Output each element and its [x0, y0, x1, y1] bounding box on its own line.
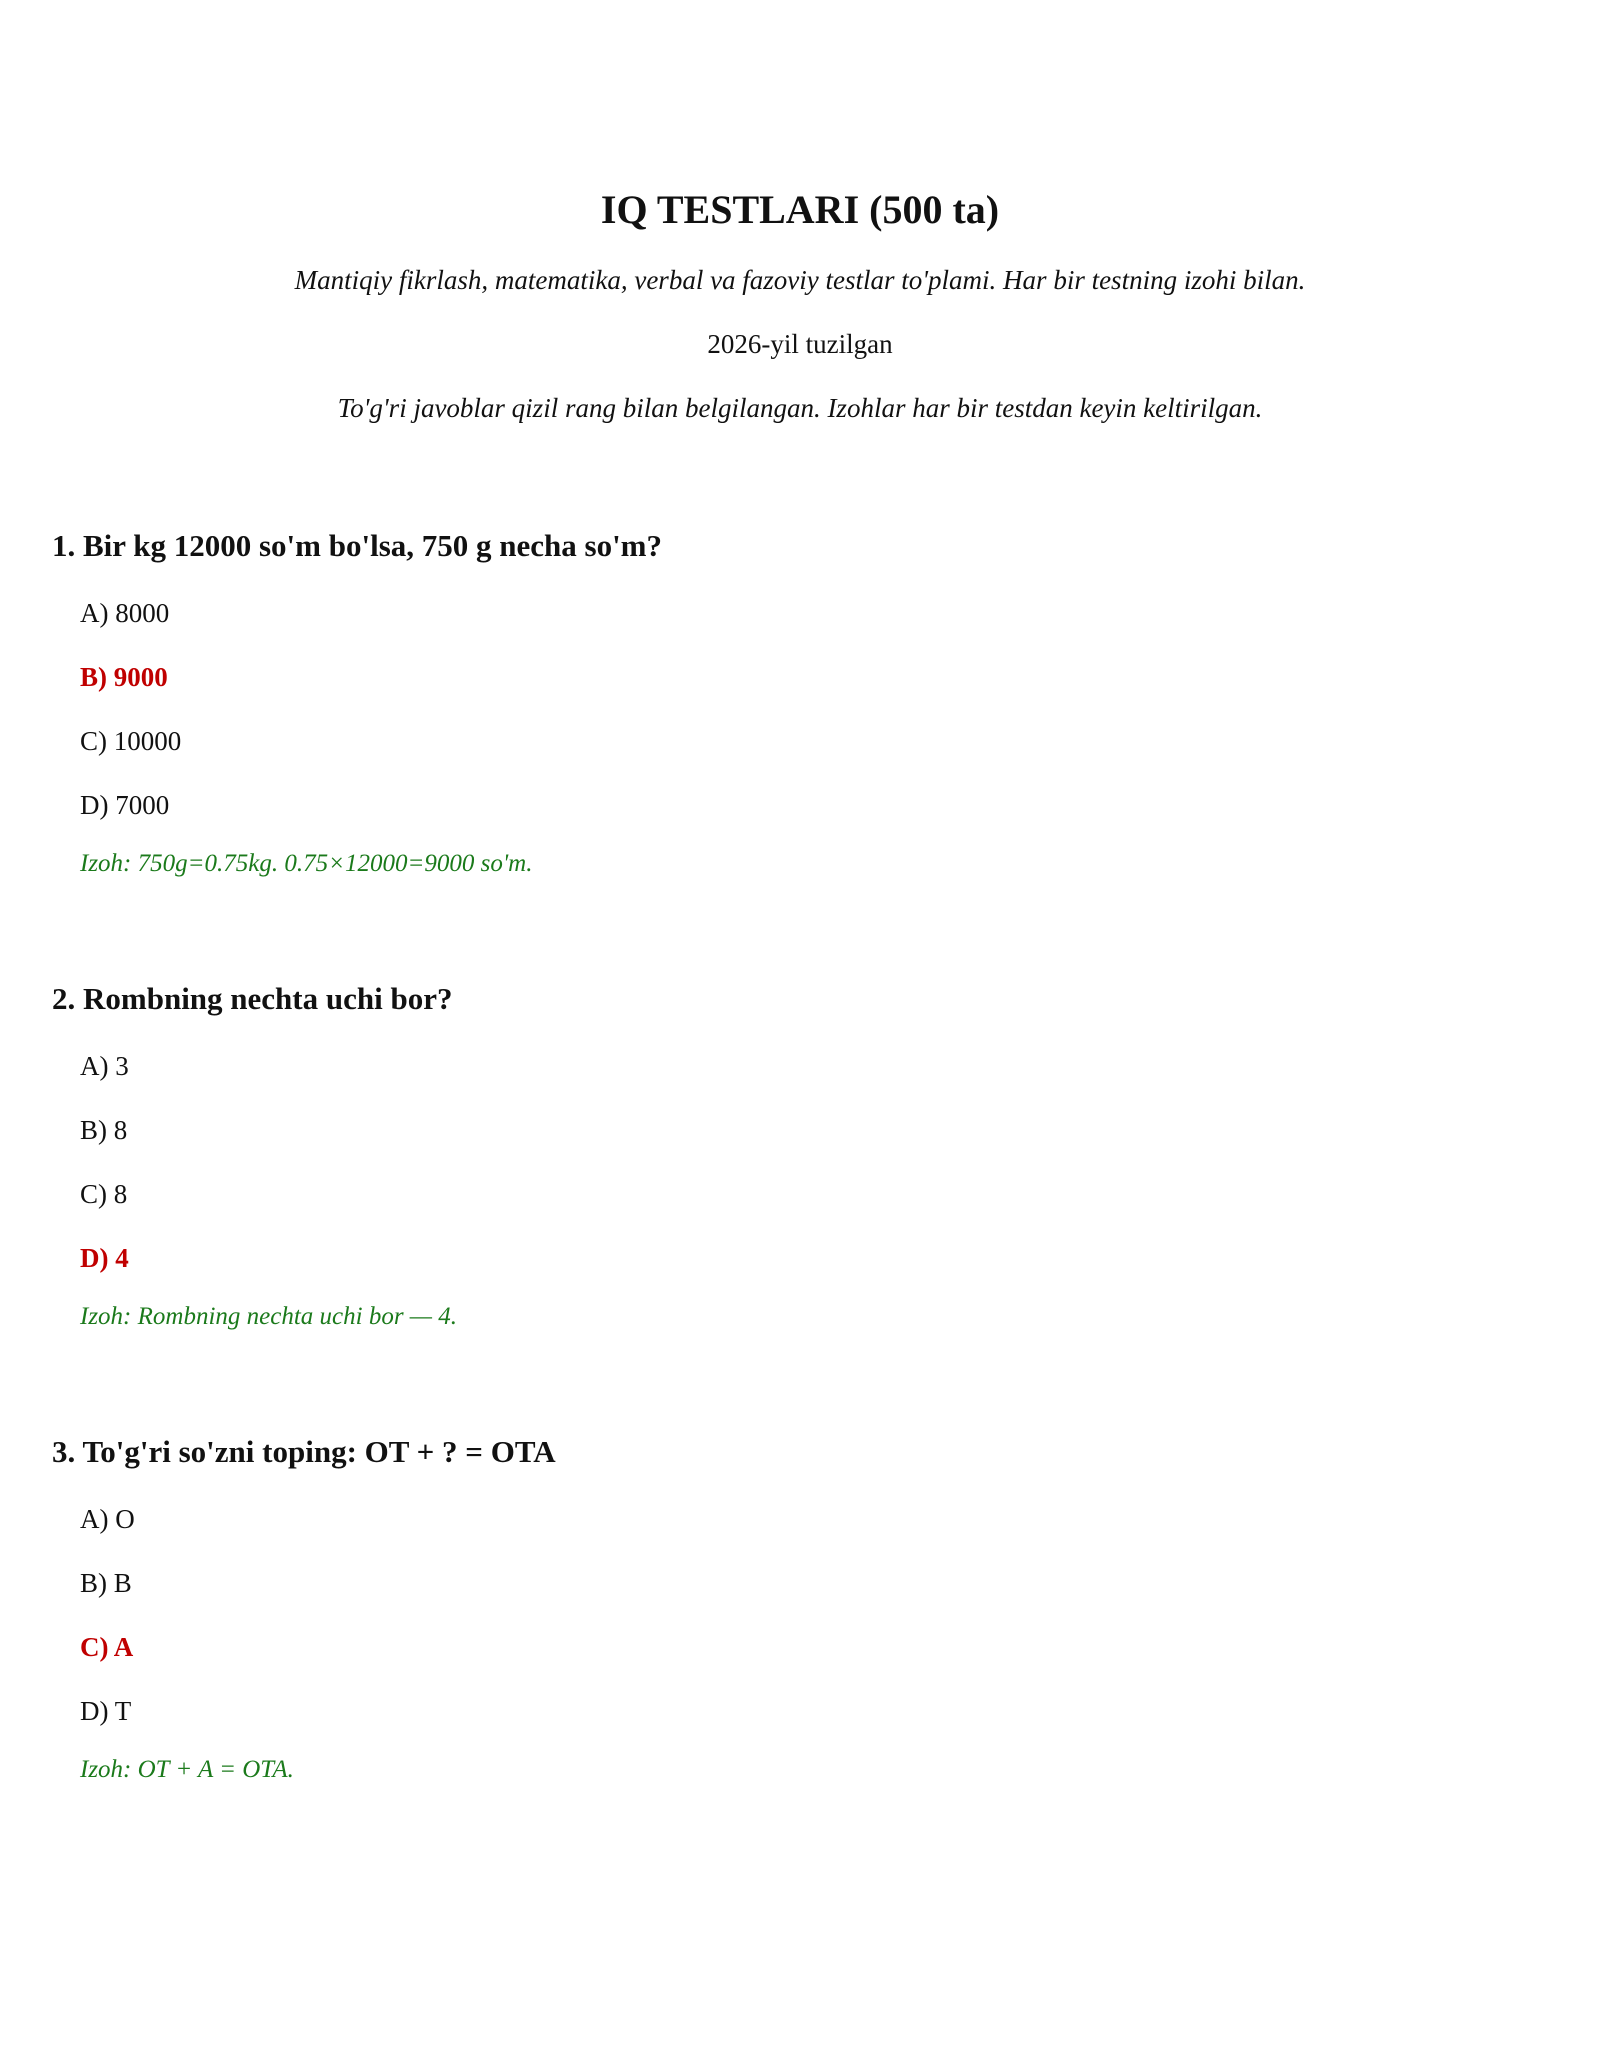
- document-note: To'g'ri javoblar qizil rang bilan belgilangan. Izohlar har bir testdan keyin keltirilgan.: [337, 393, 1263, 423]
- question-2: [52, 979, 1552, 1432]
- answer-options: [52, 1049, 1552, 1275]
- document-date: 2026-yil tuzilgan: [707, 329, 893, 359]
- question-1: [52, 526, 1552, 979]
- document-subtitle: Mantiqiy fikrlash, matematika, verbal va fazoviy testlar to'plami. Har bir testning izohi bilan.: [294, 265, 1306, 295]
- answer-options: [52, 1502, 1552, 1728]
- document-header: [0, 186, 1600, 425]
- answer-option-a: A) 3: [80, 1051, 129, 1081]
- answer-option-d: D) T: [80, 1696, 132, 1726]
- answer-option-d-correct: D) 4: [80, 1243, 129, 1273]
- answer-option-c-correct: C) A: [80, 1632, 134, 1662]
- question-explanation: Izoh: OT + A = OTA.: [80, 1756, 294, 1783]
- answer-options: [52, 596, 1552, 822]
- question-title: 3. To'g'ri so'zni toping: OT + ? = OTA: [52, 1434, 556, 1469]
- document-title: IQ TESTLARI (500 ta): [600, 187, 1000, 232]
- answer-option-a: A) O: [80, 1504, 135, 1534]
- question-list: [52, 526, 1552, 1885]
- answer-option-b: B) 8: [80, 1115, 128, 1145]
- answer-option-c: C) 8: [80, 1179, 128, 1209]
- answer-option-b: B) B: [80, 1568, 132, 1598]
- question-explanation: Izoh: 750g=0.75kg. 0.75×12000=9000 so'm.: [80, 850, 533, 877]
- answer-option-d: D) 7000: [80, 790, 170, 820]
- question-title: 2. Rombning nechta uchi bor?: [52, 981, 453, 1016]
- answer-option-b-correct: B) 9000: [80, 662, 168, 692]
- answer-option-a: A) 8000: [80, 598, 170, 628]
- question-3: [52, 1432, 1552, 1885]
- question-explanation: Izoh: Rombning nechta uchi bor — 4.: [80, 1303, 458, 1330]
- answer-option-c: C) 10000: [80, 726, 182, 756]
- question-title: 1. Bir kg 12000 so'm bo'lsa, 750 g necha so'm?: [52, 528, 663, 563]
